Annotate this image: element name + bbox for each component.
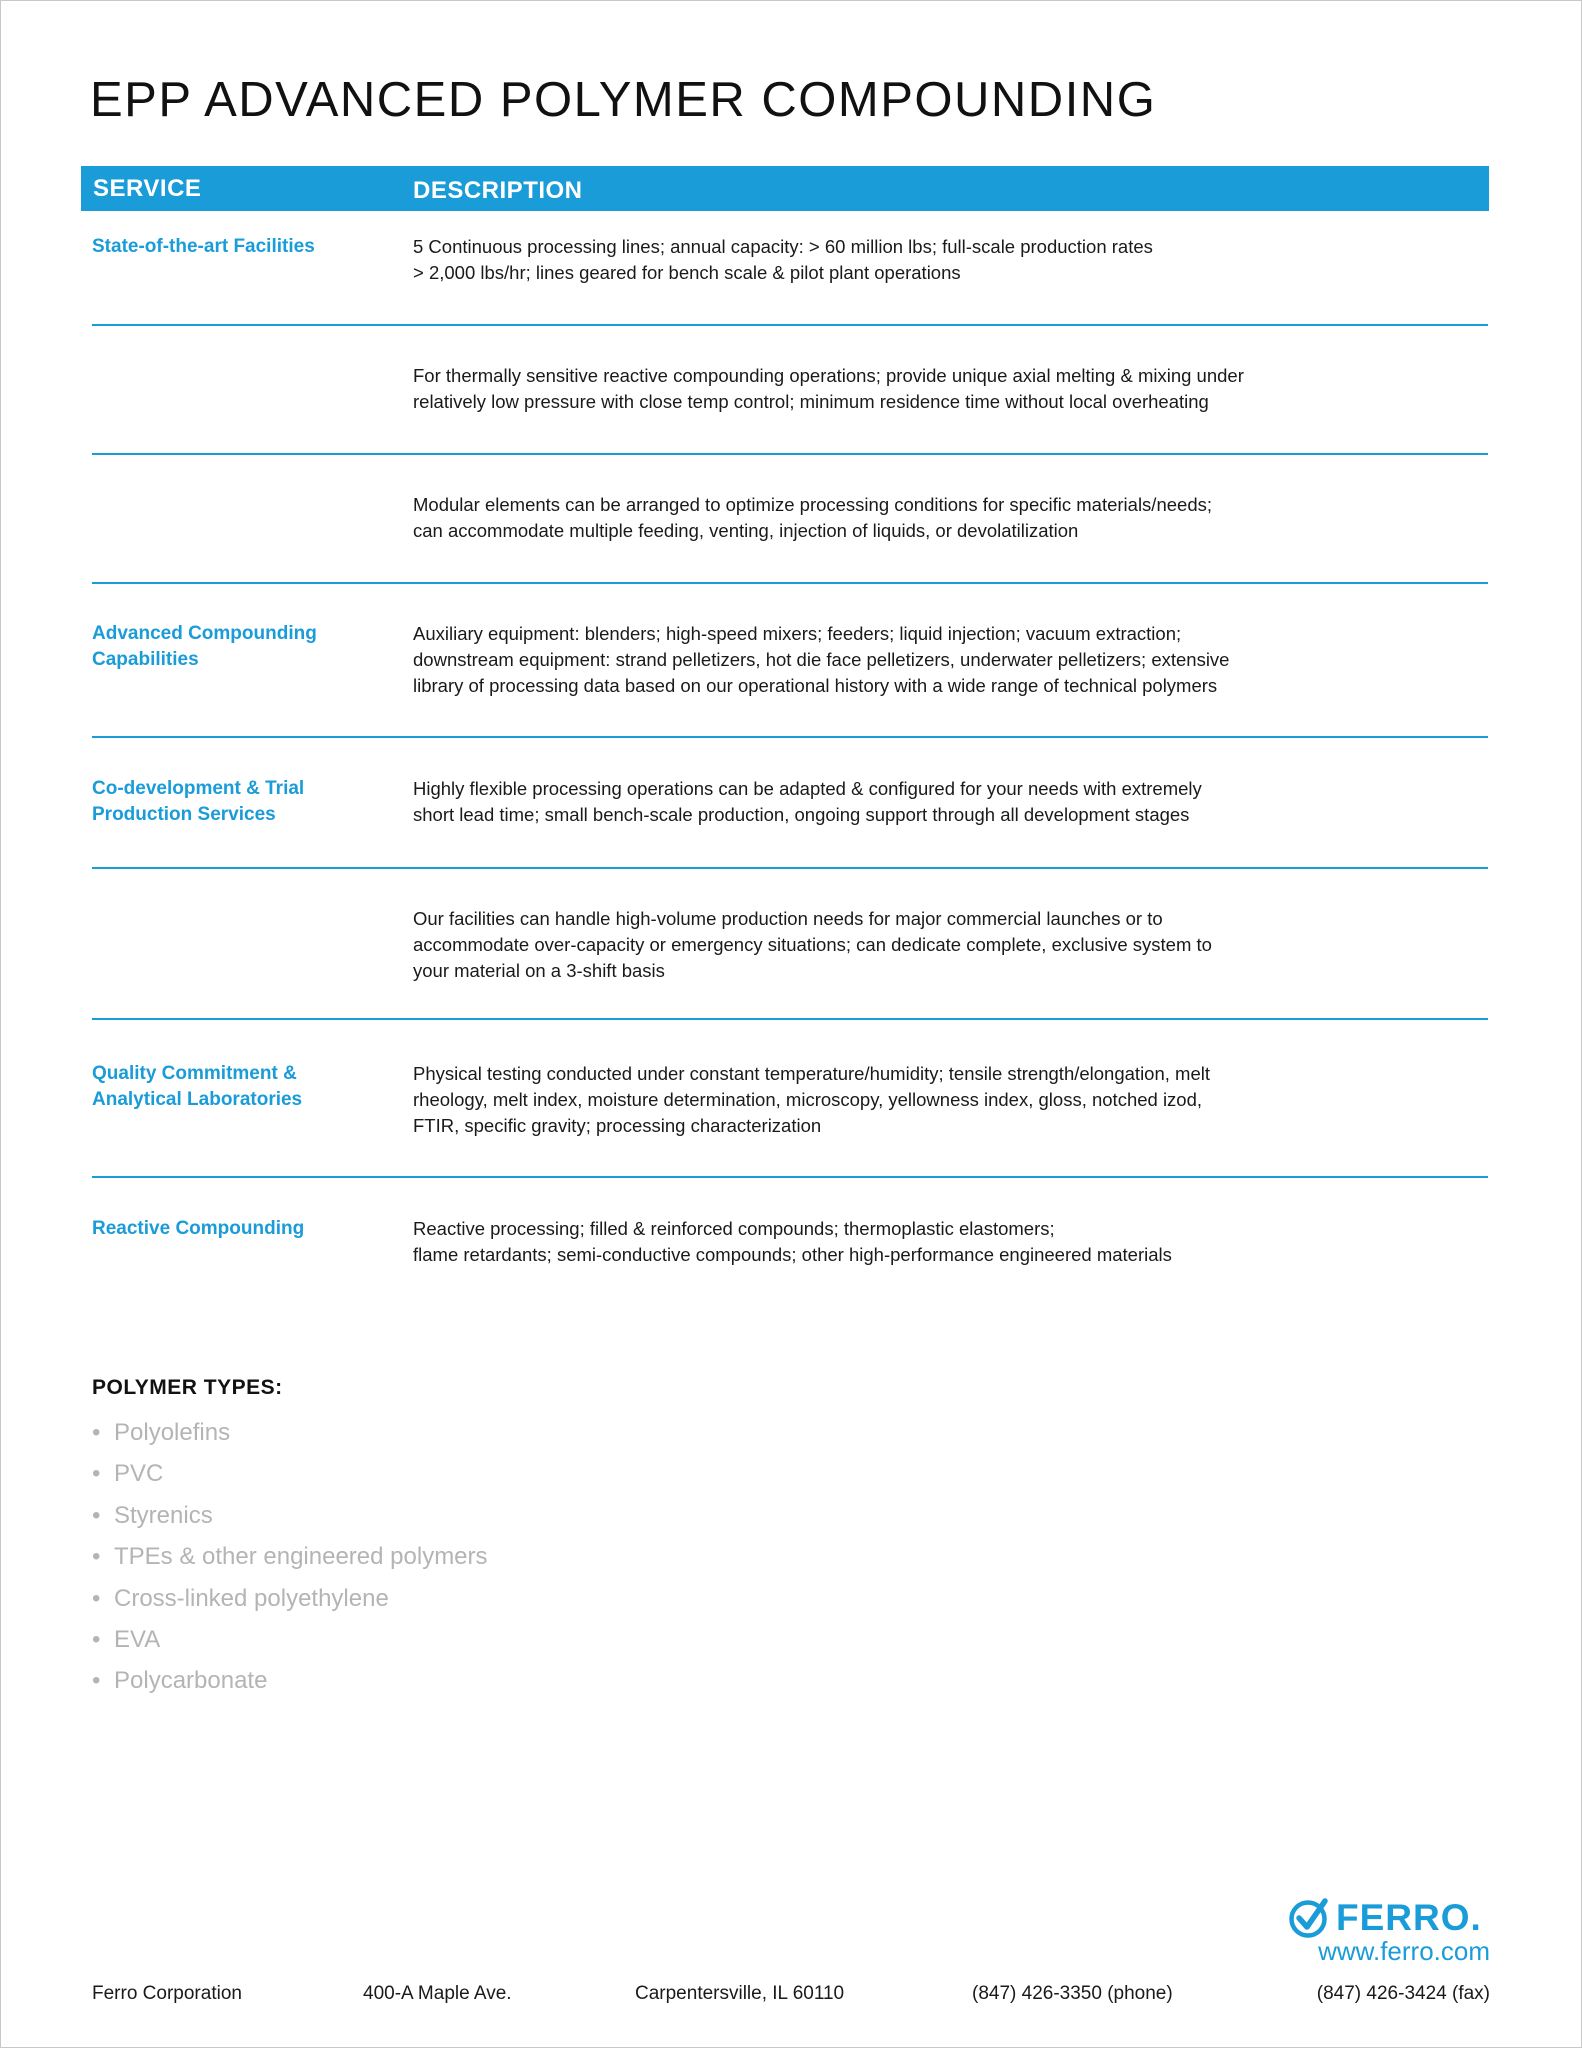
service-description: Reactive processing; filled & reinforced compounds; thermoplastic elastomers; flame retardants; semi-conductive compounds; other high-performance engineered materials	[413, 1218, 1172, 1265]
service-name: Advanced Compounding Capabilities	[92, 623, 317, 670]
footer-fax: (847) 426-3424 (fax)	[1316, 1983, 1490, 2004]
footer-city: Carpentersville, IL 60110	[635, 1983, 845, 2004]
row-divider	[92, 582, 1488, 584]
bullet: •	[92, 1543, 101, 1571]
service-name: Quality Commitment & Analytical Laboratories	[92, 1063, 303, 1110]
page-title: EPP ADVANCED POLYMER COMPOUNDING	[90, 73, 1157, 127]
service-description: Auxiliary equipment: blenders; high-speed mixers; feeders; liquid injection; vacuum extraction; downstream equipment: strand pelletizers, hot die face pelletizers, underwater pelletizers; extensive library of processing data based on our operational history with a wide range of technical polymers	[413, 623, 1230, 696]
service-description: For thermally sensitive reactive compounding operations; provide unique axial melting & mixing under relatively low pressure with close temp control; minimum residence time without local overheating	[413, 365, 1244, 412]
list-item: • Styrenics	[92, 1495, 488, 1536]
bullet: •	[92, 1460, 101, 1488]
checkmark-circle-icon	[1288, 1896, 1332, 1940]
description-column-header: DESCRIPTION	[413, 177, 583, 204]
service-description: Highly flexible processing operations can be adapted & configured for your needs with extremely short lead time; small bench-scale production, ongoing support through all development stages	[413, 778, 1202, 825]
row-divider	[92, 1176, 1488, 1178]
website-link[interactable]: www.ferro.com	[1318, 1936, 1490, 1966]
footer-street: 400-A Maple Ave.	[363, 1983, 512, 2004]
table-header	[81, 166, 1489, 211]
bullet: •	[92, 1625, 101, 1653]
bullet: •	[92, 1419, 101, 1446]
footer-company: Ferro Corporation	[92, 1983, 242, 2004]
row-divider	[92, 324, 1488, 326]
service-name: State-of-the-art Facilities	[92, 236, 315, 257]
polymer-types-list	[92, 1412, 488, 1702]
row-divider	[92, 736, 1488, 738]
bullet: •	[92, 1501, 101, 1529]
service-name: Co-development & Trial Production Services	[92, 778, 305, 825]
list-item: • Polycarbonate	[92, 1660, 488, 1701]
service-description: Our facilities can handle high-volume production needs for major commercial launches or to accommodate over-capacity or emergency situations; can dedicate complete, exclusive system to your material on a 3-shift basis	[413, 908, 1212, 981]
service-name: Reactive Compounding	[92, 1218, 305, 1239]
row-divider	[92, 453, 1488, 455]
row-divider	[92, 867, 1488, 869]
list-item: • Polyolefins	[92, 1412, 488, 1453]
logo-text: FERRO.	[1336, 1897, 1482, 1938]
service-description: Modular elements can be arranged to optimize processing conditions for specific materials/needs; can accommodate multiple feeding, venting, injection of liquids, or devolatilization	[413, 494, 1212, 541]
service-description: Physical testing conducted under constant temperature/humidity; tensile strength/elongation, melt rheology, melt index, moisture determination, microscopy, yellowness index, gloss, notched izod, FTIR, specific gravity; processing characterization	[413, 1063, 1210, 1136]
bullet: •	[92, 1584, 101, 1612]
service-column-header: SERVICE	[93, 175, 202, 202]
row-divider	[92, 1018, 1488, 1020]
list-item: • EVA	[92, 1619, 488, 1660]
service-description: 5 Continuous processing lines; annual capacity: > 60 million lbs; full-scale production rates > 2,000 lbs/hr; lines geared for bench scale & pilot plant operations	[413, 236, 1153, 283]
ferro-logo	[1288, 1895, 1493, 1941]
bullet: •	[92, 1667, 101, 1695]
polymer-types-heading: POLYMER TYPES:	[92, 1376, 283, 1399]
list-item: • Cross-linked polyethylene	[92, 1578, 488, 1619]
list-item: • PVC	[92, 1453, 488, 1494]
footer-phone: (847) 426-3350 (phone)	[972, 1983, 1173, 2004]
list-item: • TPEs & other engineered polymers	[92, 1536, 488, 1577]
